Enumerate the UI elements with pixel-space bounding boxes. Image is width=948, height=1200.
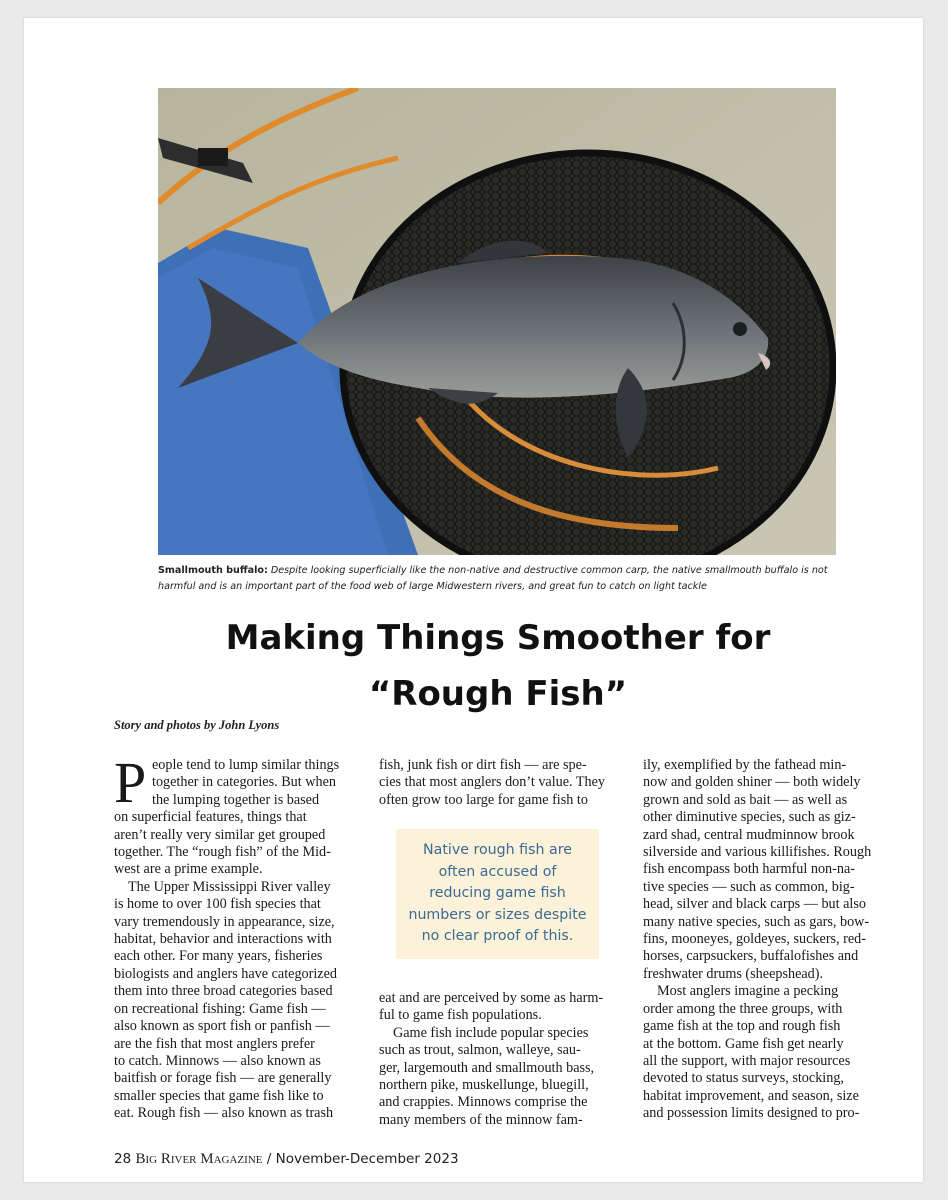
body-line: on recreational fishing: Game fish — bbox=[114, 1000, 326, 1017]
body-line: vary tremendously in appearance, size, bbox=[114, 913, 335, 930]
body-line: each other. For many years, fisheries bbox=[114, 948, 323, 965]
body-line: order among the three groups, with bbox=[643, 1000, 843, 1017]
byline: Story and photos by John Lyons bbox=[114, 718, 280, 732]
body-line: them into three broad categories based bbox=[114, 983, 333, 1000]
body-line: and possession limits designed to pro- bbox=[643, 1105, 860, 1122]
issue-date: November-December 2023 bbox=[275, 1151, 459, 1167]
body-line: zard shad, central mudminnow brook bbox=[643, 826, 855, 843]
body-line: eople tend to lump similar things bbox=[152, 757, 340, 773]
drop-cap: P bbox=[114, 750, 147, 815]
body-line: such as trout, salmon, walleye, sau- bbox=[379, 1042, 581, 1059]
body-line: habitat improvement, and season, size bbox=[643, 1087, 859, 1104]
body-line: head, silver and black carps — but also bbox=[643, 896, 866, 913]
body-line: game fish at the top and rough fish bbox=[643, 1018, 841, 1035]
body-line: biologists and anglers have categorized bbox=[114, 965, 337, 982]
body-line: and crappies. Minnows comprise the bbox=[379, 1094, 588, 1111]
body-line: devoted to status surveys, stocking, bbox=[643, 1070, 844, 1087]
body-line: silverside and various killifishes. Rough bbox=[643, 844, 872, 861]
body-line: often grow too large for game fish to bbox=[379, 791, 588, 808]
body-line: habitat, behavior and interactions with bbox=[114, 931, 332, 948]
body-line: all the support, with major resources bbox=[643, 1052, 851, 1069]
body-line: tive species — such as common, big- bbox=[643, 878, 855, 895]
fish-photo bbox=[158, 88, 836, 555]
body-line: ger, largemouth and smallmouth bass, bbox=[379, 1059, 595, 1076]
body-line: together. The “rough fish” of the Mid- bbox=[114, 844, 331, 861]
body-line: cies that most anglers don’t value. They bbox=[379, 774, 606, 791]
body-line: baitfish or forage fish — are generally bbox=[114, 1070, 332, 1087]
pull-quote: Native rough fish are often accused of reducing game fish numbers or sizes despite no clear proof of this. bbox=[396, 829, 599, 959]
body-line: at the bottom. Game fish get nearly bbox=[643, 1035, 844, 1052]
body-line: smaller species that game fish like to bbox=[114, 1087, 324, 1104]
page-footer bbox=[114, 1151, 459, 1168]
headline-line-1: Making Things Smoother for bbox=[225, 618, 771, 658]
body-line: eat. Rough fish — also known as trash bbox=[114, 1105, 334, 1122]
body-line: many native species, such as gars, bow- bbox=[643, 913, 870, 930]
body-line: together in categories. But when bbox=[152, 774, 336, 791]
body-line: The Upper Mississippi River valley bbox=[128, 878, 331, 895]
magazine-name: Big River Magazine bbox=[135, 1151, 263, 1167]
body-line: many members of the minnow fam- bbox=[379, 1111, 583, 1128]
body-line: fish encompass both harmful non-na- bbox=[643, 861, 855, 878]
body-line: west are a prime example. bbox=[114, 861, 263, 878]
body-line: on superficial features, things that bbox=[114, 809, 307, 826]
body-line: are the fish that most anglers prefer bbox=[114, 1035, 315, 1052]
body-column-3 bbox=[643, 757, 883, 1123]
body-line: Most anglers imagine a pecking bbox=[657, 983, 839, 1000]
body-line: now and golden shiner — both widely bbox=[643, 774, 861, 791]
body-line: to catch. Minnows — also known as bbox=[114, 1052, 321, 1069]
body-line: eat and are perceived by some as harm- bbox=[379, 990, 604, 1006]
body-column-1 bbox=[114, 750, 354, 1123]
body-line: other diminutive species, such as giz- bbox=[643, 809, 856, 826]
photo-caption bbox=[158, 563, 848, 594]
caption-text: Despite looking superficially like the non-native and destructive common carp, the native smallmouth buffalo is not harmful and is an important part of the food web of large Midwestern rivers, and great fun to catch on light tackle bbox=[158, 565, 828, 592]
caption-label: Smallmouth buffalo: bbox=[158, 565, 268, 576]
body-line: the lumping together is based bbox=[152, 791, 320, 808]
article-headline bbox=[114, 610, 882, 722]
body-line: ful to game fish populations. bbox=[379, 1007, 542, 1024]
page-number: 28 bbox=[114, 1151, 132, 1167]
body-line: Game fish include popular species bbox=[393, 1024, 589, 1041]
body-line: ily, exemplified by the fathead min- bbox=[643, 757, 847, 773]
body-line: grown and sold as bait — as well as bbox=[643, 791, 848, 808]
body-line: northern pike, muskellunge, bluegill, bbox=[379, 1077, 589, 1094]
body-column-2-top bbox=[379, 757, 619, 809]
body-line: also known as sport fish or panfish — bbox=[114, 1018, 330, 1035]
footer-separator: / bbox=[266, 1151, 272, 1167]
body-line: freshwater drums (sheepshead). bbox=[643, 965, 824, 982]
headline-line-2: “Rough Fish” bbox=[368, 674, 628, 714]
body-line: fish, junk fish or dirt fish — are spe- bbox=[379, 757, 587, 773]
magazine-page bbox=[24, 18, 923, 1182]
body-line: aren’t really very similar get grouped bbox=[114, 826, 326, 843]
body-line: fins, mooneyes, goldeyes, suckers, red- bbox=[643, 931, 867, 948]
body-line: is home to over 100 fish species that bbox=[114, 896, 321, 913]
body-column-2-bottom bbox=[379, 990, 619, 1129]
body-line: horses, carpsuckers, buffalofishes and bbox=[643, 948, 859, 965]
